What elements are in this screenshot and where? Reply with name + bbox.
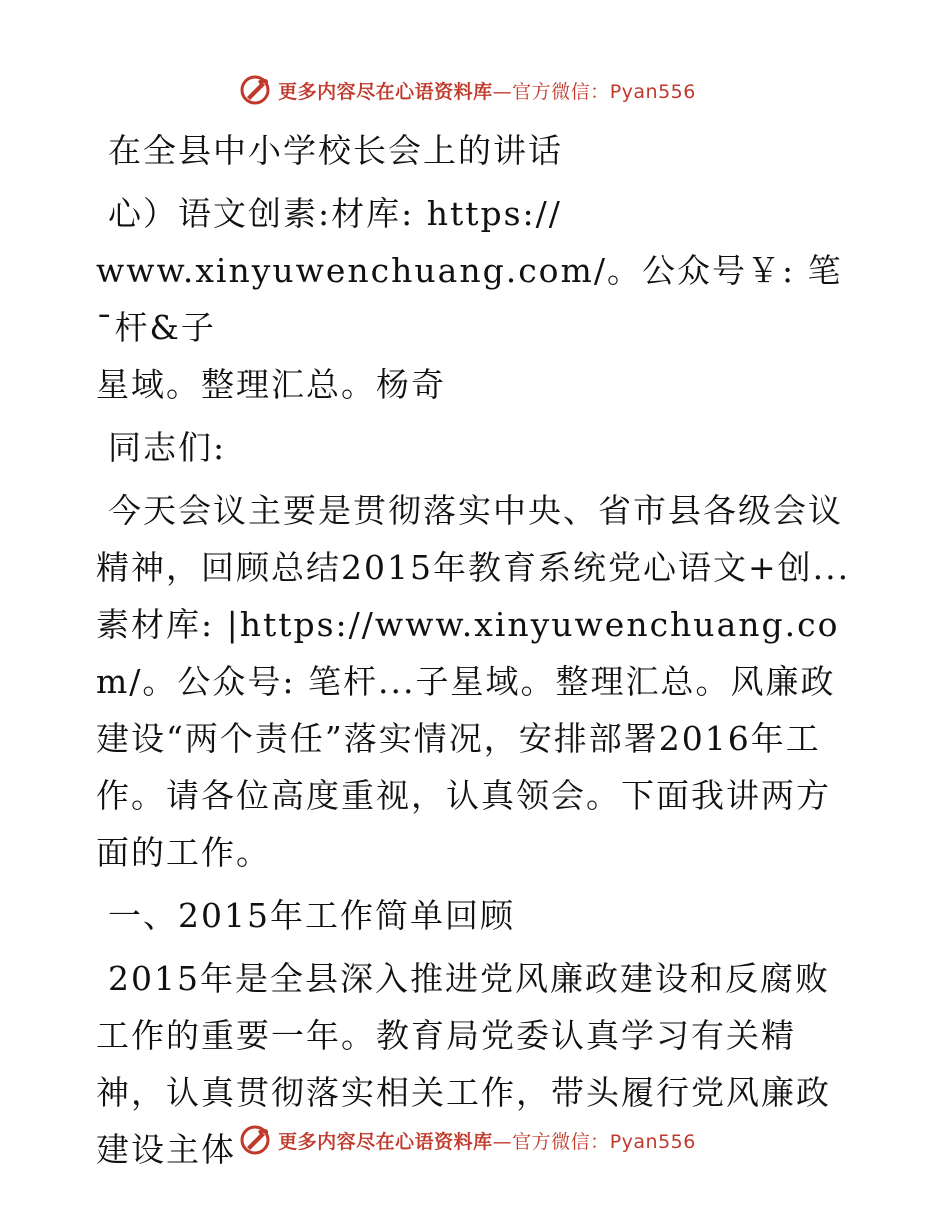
quill-circle-icon <box>238 73 272 107</box>
banner-wechat-id: Pyan556 <box>609 80 696 103</box>
banner-official-label: 官方微信： <box>512 80 610 103</box>
salutation: 同志们: <box>108 428 227 467</box>
document-title: 在全县中小学校长会上的讲话 <box>108 131 563 170</box>
footer-official-label: 官方微信： <box>512 1130 610 1153</box>
banner-text <box>278 77 696 104</box>
footer-banner-text <box>278 1127 696 1154</box>
document-body <box>96 122 856 1178</box>
quill-circle-icon <box>238 1123 272 1157</box>
section-heading-1: 一、2015年工作简单回顾 <box>108 896 515 935</box>
banner-main-text: 更多内容尽在心语资料库 <box>278 80 493 103</box>
footer-separator: — <box>492 1130 513 1153</box>
header-banner <box>0 70 950 110</box>
paragraph-1: 今天会议主要是贯彻落实中央、省市县各级会议精神，回顾总结2015年教育系统党心语文+创...素材库: |https://www.xinyuwenchuang.com/。公众号: 笔杆...子星域。整理汇总。风廉政建设“两个责任”落实情况，安排部署2016年工作。请各位高度重视，认真领会。下面我讲两方面的工作。 <box>96 491 851 872</box>
footer-banner <box>0 1120 950 1160</box>
footer-main-text: 更多内容尽在心语资料库 <box>278 1130 493 1153</box>
source-line-2: www.xinyuwenchuang.com/。公众号￥: 笔¯杆&子 <box>96 251 843 347</box>
source-line-3: 星域。整理汇总。杨奇 <box>96 365 446 404</box>
banner-separator: — <box>492 80 513 103</box>
source-line-1: 心）语文创素:材库: https:// <box>108 194 562 233</box>
footer-wechat-id: Pyan556 <box>609 1130 696 1153</box>
paragraph-2: 2015年是全县深入推进党风廉政建设和反腐败工作的重要一年。教育局党委认真学习有关精神，认真贯彻落实相关工作，带头履行党风廉政建设主体 <box>96 959 831 1169</box>
